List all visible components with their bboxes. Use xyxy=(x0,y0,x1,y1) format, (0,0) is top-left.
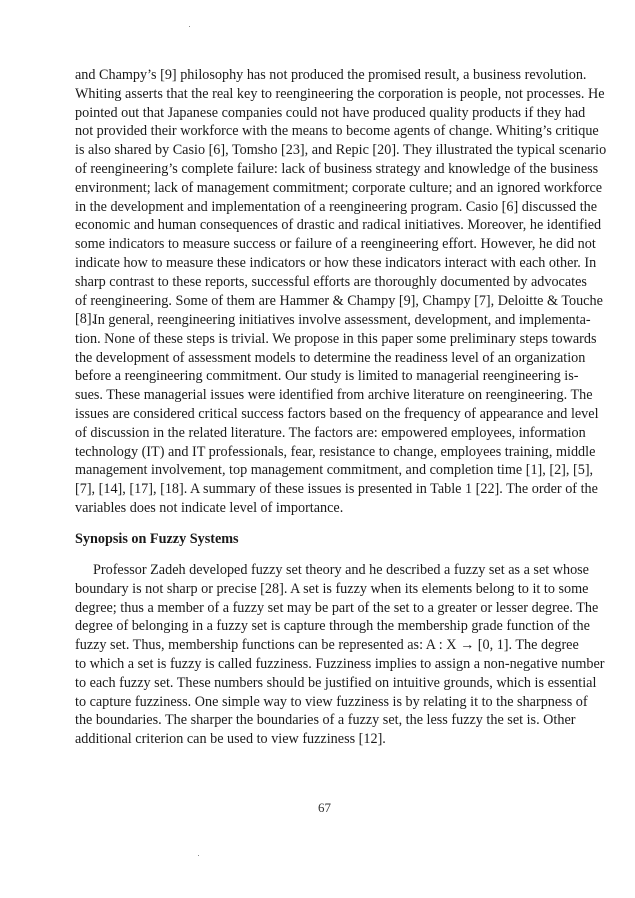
text-line: Whiting asserts that the real key to reengineering the corporation is people, not processes. He xyxy=(75,85,605,102)
text-line: to capture fuzziness. One simple way to view fuzziness is by relating it to the sharpness of xyxy=(75,693,588,710)
text-line: of reengineering. Some of them are Hammer & Champy [9], Champy [7], Deloitte & Touche xyxy=(75,292,603,309)
text-line: of reengineering’s complete failure: lack of business strategy and knowledge of the business xyxy=(75,160,599,177)
text-line: indicate how to measure these indicators or how these indicators interact with each other. In xyxy=(75,254,597,271)
text-line: degree of belonging in a fuzzy set is capture through the membership grade function of the xyxy=(75,618,590,635)
text-line: is also shared by Casio [6], Tomsho [23], and Repic [20]. They illustrated the typical scenario xyxy=(75,142,607,159)
text-line: not provided their workforce with the means to become agents of change. Whiting’s critique xyxy=(75,123,599,140)
text-line: the boundaries. The sharper the boundaries of a fuzzy set, the less fuzzy the set is. Other xyxy=(75,712,576,729)
text-line: of discussion in the related literature. The factors are: empowered employees, information xyxy=(75,424,586,441)
text-line: the development of assessment models to determine the readiness level of an organization xyxy=(75,349,586,366)
text-line: environment; lack of management commitment; corporate culture; and an ignored workforce xyxy=(75,179,603,196)
text-line: to each fuzzy set. These numbers should be justified on intuitive grounds, which is essential xyxy=(75,674,597,691)
text-line: sharp contrast to these reports, successful efforts are thoroughly documented by advocates xyxy=(75,273,587,290)
text-line: additional criterion can be used to view fuzziness [12]. xyxy=(75,731,386,748)
text-line: boundary is not sharp or precise [28]. A set is fuzzy when its elements belong to it to some xyxy=(75,580,589,597)
text-line: economic and human consequences of drastic and radical initiatives. Moreover, he identified xyxy=(75,217,602,234)
text-line: [7], [14], [17], [18]. A summary of these issues is presented in Table 1 [22]. The order of the xyxy=(75,481,598,498)
paragraph-reengineering-critique xyxy=(75,66,607,329)
paragraph-assessment-models xyxy=(75,311,599,518)
paragraph-fuzzy-sets xyxy=(75,561,605,749)
section-heading: Synopsis on Fuzzy Systems xyxy=(75,531,239,547)
text-line: technology (IT) and IT professionals, fear, resistance to change, employees training, middle xyxy=(75,443,596,460)
text-line: some indicators to measure success or failure of a reengineering effort. However, he did not xyxy=(75,236,596,253)
page-number: 67 xyxy=(318,800,331,815)
text-line: degree; thus a member of a fuzzy set may be part of the set to a greater or lesser degree. The xyxy=(75,599,599,616)
text-line: Professor Zadeh developed fuzzy set theory and he described a fuzzy set as a set whose xyxy=(93,562,589,578)
text-line: in the development and implementation of a reengineering program. Casio [6] discussed the xyxy=(75,198,598,215)
text-line: management involvement, top management commitment, and completion time [1], [2], [5], xyxy=(75,462,594,479)
scan-speck xyxy=(198,855,199,856)
text-line: sues. These managerial issues were identified from archive literature on reengineering. The xyxy=(75,387,593,404)
text-line: In general, reengineering initiatives involve assessment, development, and implementa- xyxy=(93,312,591,328)
text-line: before a reengineering commitment. Our study is limited to managerial reengineering is- xyxy=(75,368,579,385)
text-line: fuzzy set. Thus, membership functions can be represented as: A : X → [0, 1]. The degree xyxy=(75,637,579,654)
text-line: pointed out that Japanese companies could not have produced quality products if they had xyxy=(75,104,586,121)
text-line: issues are considered critical success factors based on the frequency of appearance and level xyxy=(75,405,599,422)
text-line: tion. None of these steps is trivial. We propose in this paper some preliminary steps towards xyxy=(75,330,597,347)
text-line: [8]. xyxy=(75,311,96,328)
text-line: variables does not indicate level of importance. xyxy=(75,499,344,516)
text-line: to which a set is fuzzy is called fuzziness. Fuzziness implies to assign a non-negative number xyxy=(75,655,605,672)
scan-speck xyxy=(189,26,190,27)
text-line: and Champy’s [9] philosophy has not produced the promised result, a business revolution. xyxy=(75,67,587,83)
